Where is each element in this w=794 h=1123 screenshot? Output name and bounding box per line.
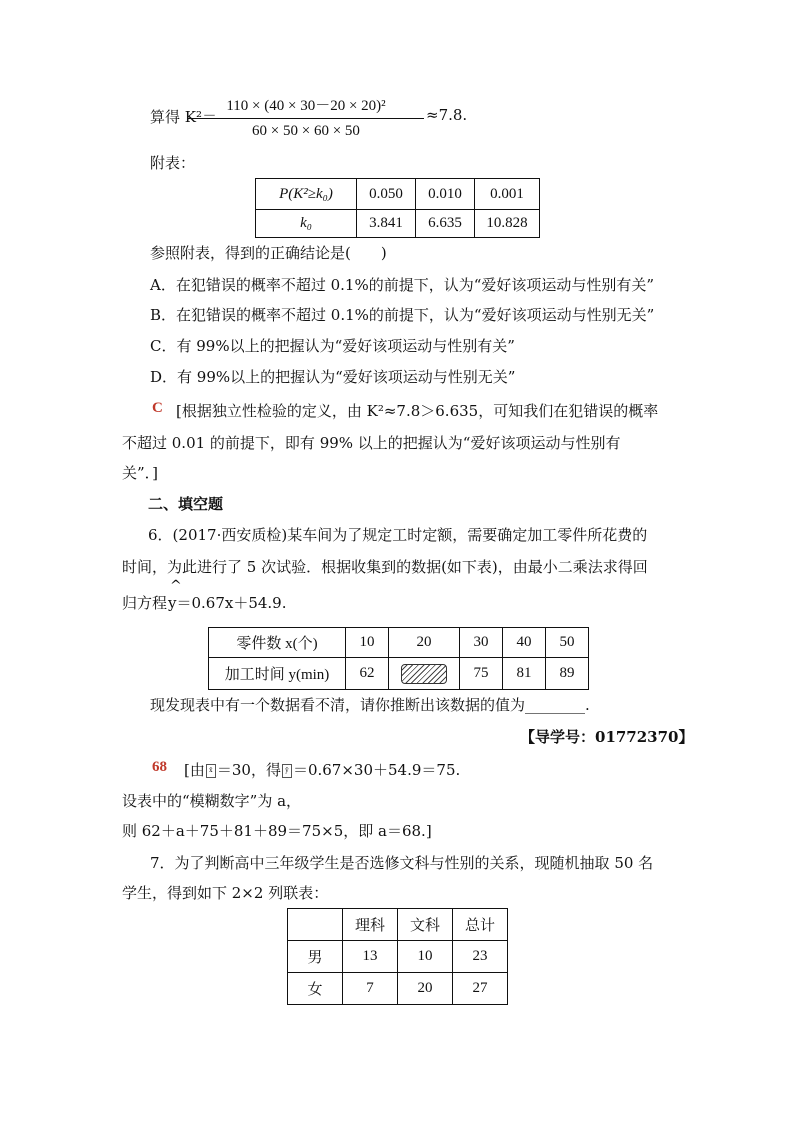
table-cell: 6.635 [416, 210, 475, 238]
table-cell: 20 [389, 628, 460, 658]
k2-fraction [188, 96, 424, 141]
fraction-numerator: 110 × (40 × 30－20 × 20)² [226, 98, 386, 114]
table-cell: 男 [288, 941, 343, 973]
table-cell: 40 [503, 628, 546, 658]
table-cell: 总计 [453, 909, 508, 941]
table-cell: 0.050 [357, 179, 416, 210]
table-cell: 10.828 [475, 210, 540, 238]
table-row [288, 941, 508, 973]
table-cell: k₀ [256, 210, 357, 238]
critical-value-table [255, 178, 540, 238]
fraction-denominator: 60 × 50 × 60 × 50 [252, 123, 360, 139]
table-cell: 0.001 [475, 179, 540, 210]
table-row [256, 210, 540, 238]
section-heading: 二、填空题 [148, 495, 224, 513]
solution-text: ＝0.67×30＋54.9＝75. [292, 761, 461, 779]
question-line: 学生，得到如下 2×2 列联表： [122, 884, 329, 902]
solution-line [184, 759, 460, 780]
table-cell: 零件数 x(个) [209, 628, 346, 658]
table-row [209, 628, 589, 658]
formula-prefix: 算得 K²＝ [150, 108, 217, 126]
table-cell: 23 [453, 941, 508, 973]
guide-number: 【导学号：01772370】 [520, 728, 694, 746]
table-cell: 20 [398, 973, 453, 1005]
table-cell: P(K²≥k₀) [256, 179, 357, 210]
question-stem: 参照附表，得到的正确结论是( ) [150, 244, 387, 262]
question-line: 归方程 [122, 594, 168, 612]
table-cell: 27 [453, 973, 508, 1005]
table-cell: 89 [546, 658, 589, 690]
question-line: 时间，为此进行了 5 次试验．根据收集到的数据(如下表)，由最小二乘法求得回 [122, 558, 648, 576]
table-row [288, 973, 508, 1005]
blurred-value-box [401, 664, 447, 684]
question-line: 7．为了判断高中三年级学生是否选修文科与性别的关系，现随机抽取 50 名 [150, 854, 654, 872]
table-cell: 10 [346, 628, 389, 658]
answer-value: 68 [152, 759, 167, 775]
explanation-line: 关”．] [122, 464, 159, 482]
option-a: A．在犯错误的概率不超过 0.1%的前提下，认为“爱好该项运动与性别有关” [150, 276, 655, 294]
table-cell: 0.010 [416, 179, 475, 210]
option-c: C．有 99%以上的把握认为“爱好该项运动与性别有关” [150, 337, 515, 355]
x-bar-icon: x̄ [206, 764, 216, 778]
table-cell: 81 [503, 658, 546, 690]
explanation-line: [根据独立性检验的定义，由 K²≈7.8＞6.635，可知我们在犯错误的概率 [176, 402, 659, 420]
table-cell: 7 [343, 973, 398, 1005]
answer-letter: C [152, 400, 163, 416]
table-cell: 10 [398, 941, 453, 973]
table-cell: 女 [288, 973, 343, 1005]
y-bar-icon: ȳ [282, 764, 292, 778]
explanation-line: 不超过 0.01 的前提下，即有 99% 以上的把握认为“爱好该项运动与性别有 [122, 434, 621, 452]
option-d: D．有 99%以上的把握认为“爱好该项运动与性别无关” [150, 368, 516, 386]
table-cell: 3.841 [357, 210, 416, 238]
table-cell: 50 [546, 628, 589, 658]
table-cell: 理科 [343, 909, 398, 941]
table-cell [389, 658, 460, 690]
hat-symbol: ^ [170, 578, 182, 594]
question-line: 6．(2017·西安质检)某车间为了规定工时定额，需要确定加工零件所花费的 [148, 526, 648, 544]
table-cell: 62 [346, 658, 389, 690]
solution-text: [由 [184, 761, 205, 779]
table-row [288, 909, 508, 941]
appendix-label: 附表： [150, 154, 196, 172]
table-row [209, 658, 589, 690]
parts-time-table [208, 627, 589, 690]
table-cell: 13 [343, 941, 398, 973]
table-row [256, 179, 540, 210]
contingency-table [287, 908, 508, 1005]
question-text: 现发现表中有一个数据看不清，请你推断出该数据的值为________. [150, 696, 590, 714]
solution-line: 则 62＋a＋75＋81＋89＝75×5，即 a＝68.] [122, 822, 432, 840]
table-cell: 文科 [398, 909, 453, 941]
table-cell: 75 [460, 658, 503, 690]
option-b: B．在犯错误的概率不超过 0.1%的前提下，认为“爱好该项运动与性别无关” [150, 306, 655, 324]
formula-result: ≈7.8. [426, 106, 468, 124]
table-cell: 30 [460, 628, 503, 658]
solution-line: 设表中的“模糊数字”为 a， [122, 792, 302, 810]
table-cell [288, 909, 343, 941]
table-cell: 加工时间 y(min) [209, 658, 346, 690]
regression-equation: y＝0.67x＋54.9. [168, 594, 287, 612]
fraction-bar [188, 118, 424, 119]
solution-text: ＝30，得 [216, 761, 281, 779]
